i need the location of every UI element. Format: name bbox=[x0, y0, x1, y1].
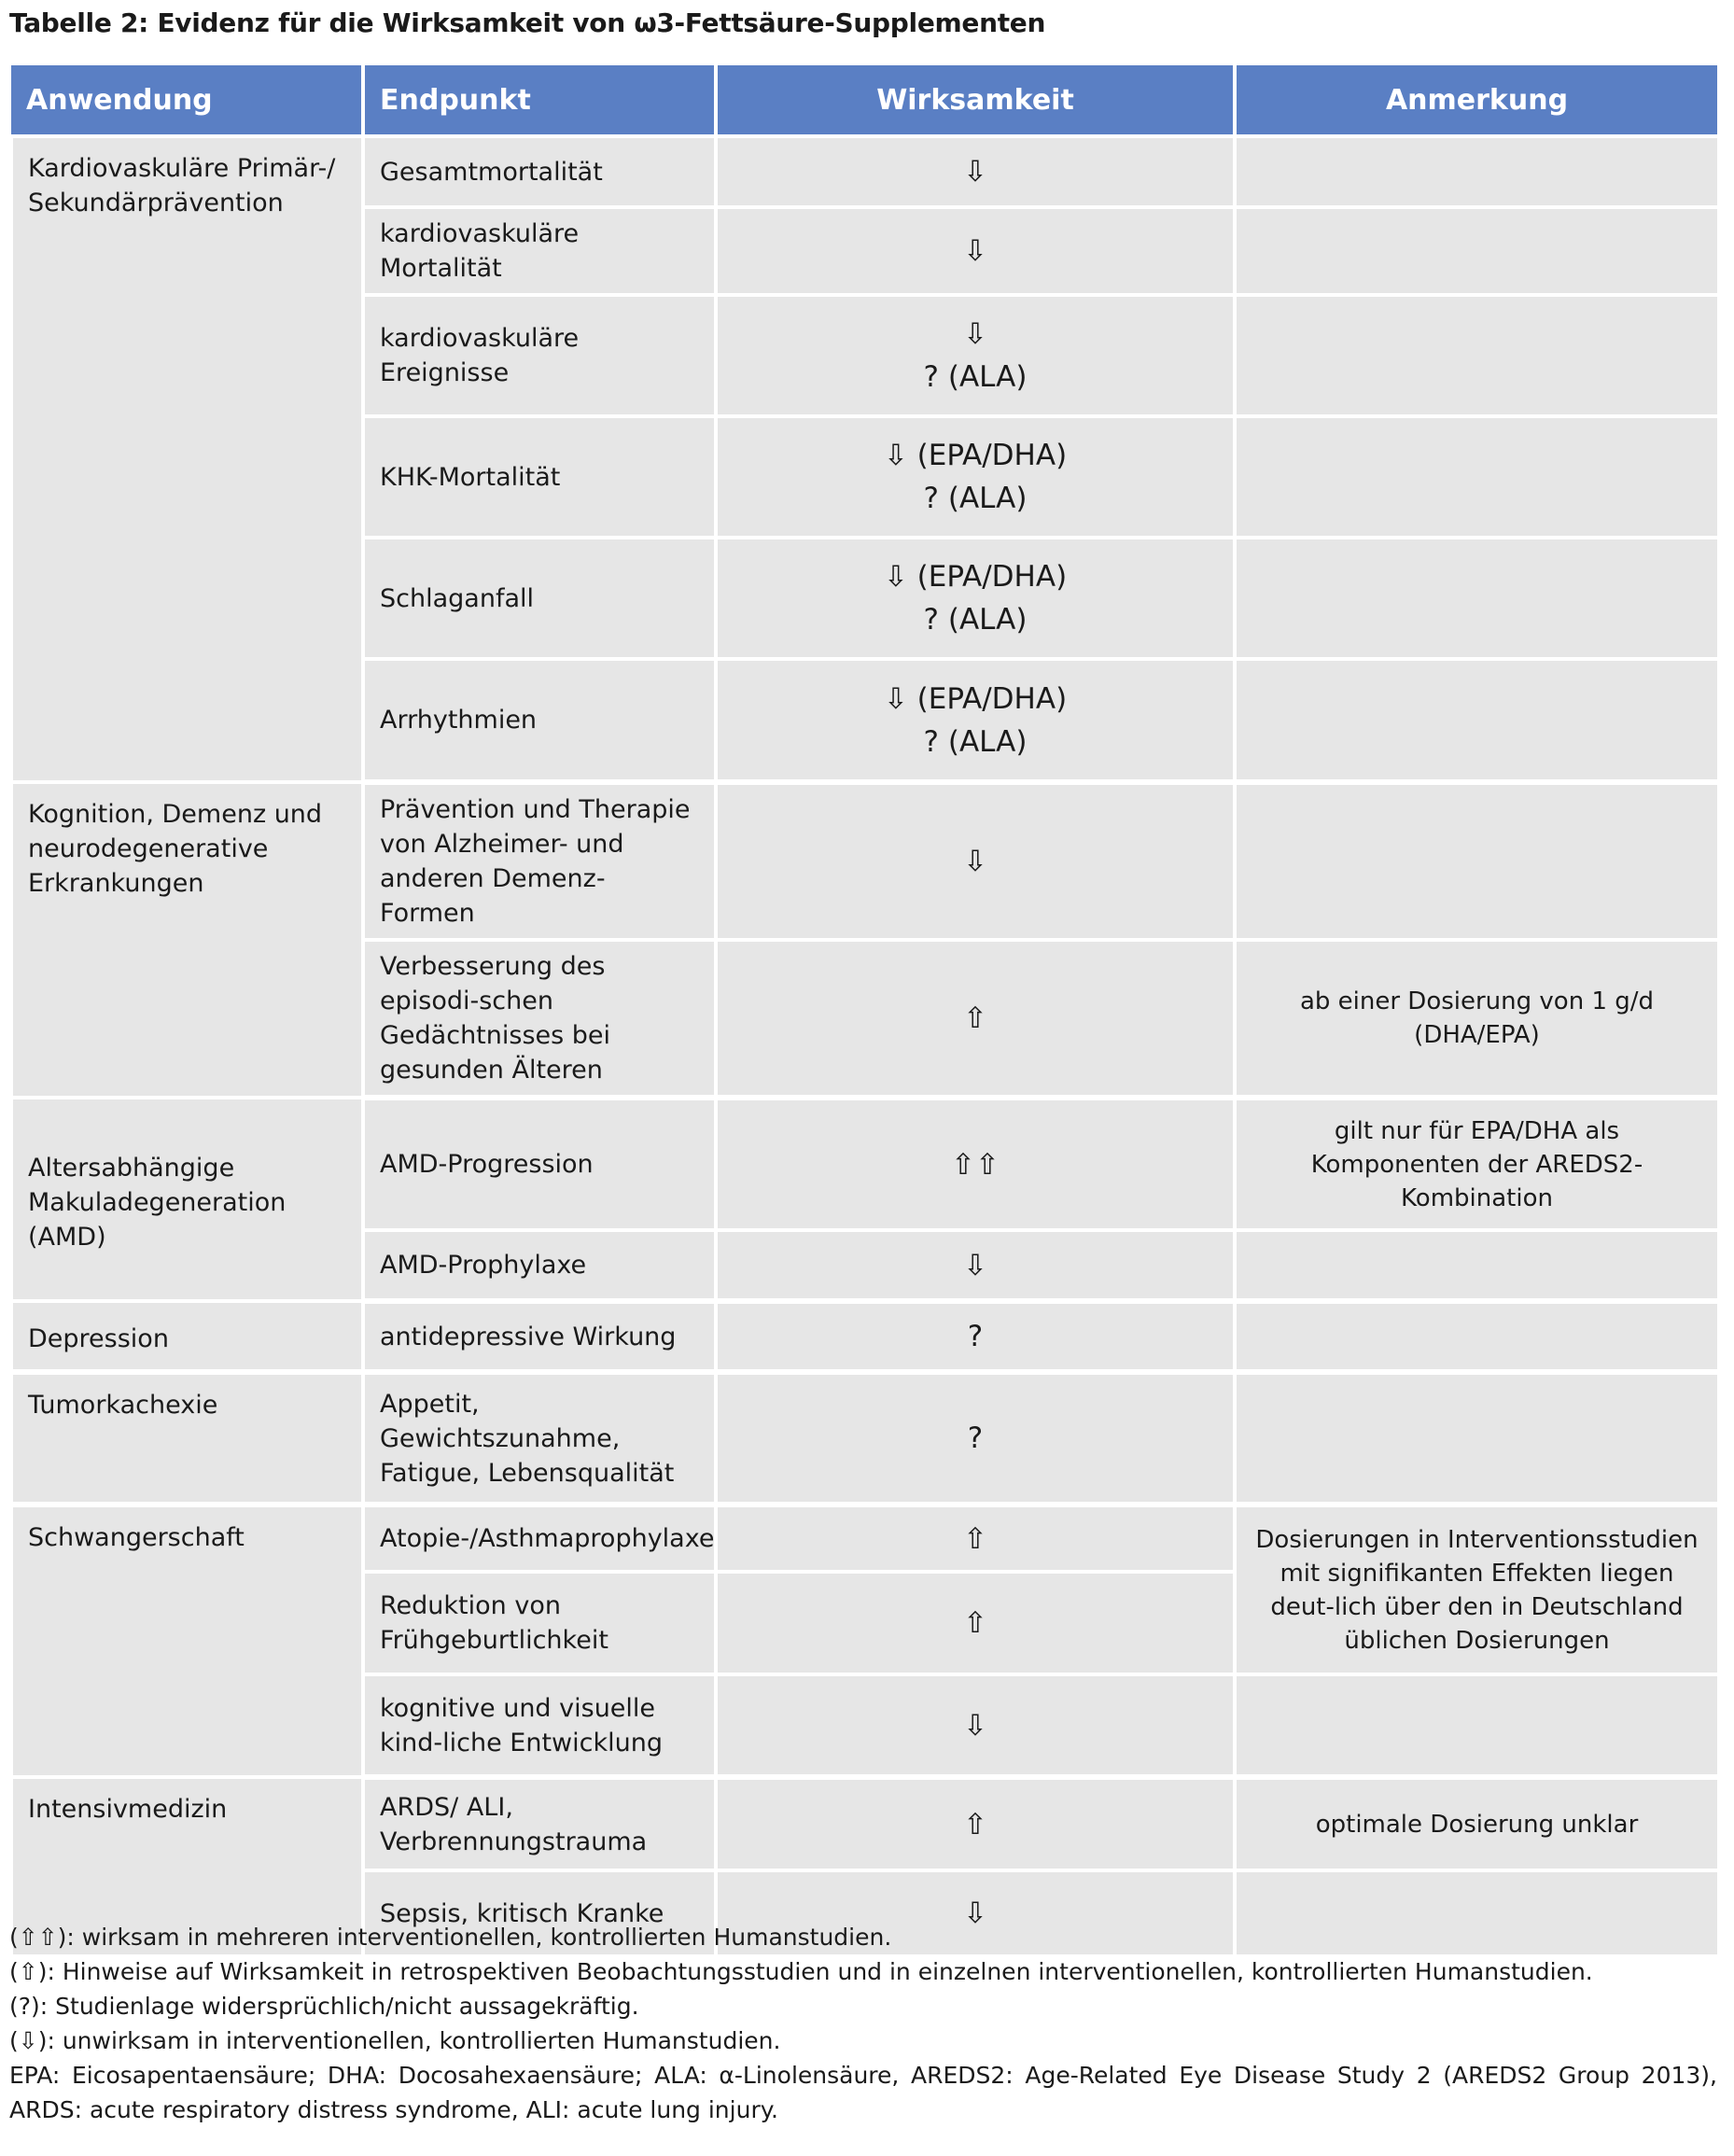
endpoint-cell: kognitive und visuelle kind-liche Entwicklung bbox=[363, 1674, 716, 1777]
note-cell: Dosierungen in Interventionsstudien mit signifikanten Effekten liegen deut-lich über den in Deutschland üblichen Dosierungen bbox=[1235, 1505, 1719, 1674]
note-cell: gilt nur für EPA/DHA als Komponenten der AREDS2-Kombination bbox=[1235, 1098, 1719, 1230]
effect-cell bbox=[716, 659, 1235, 782]
note-cell bbox=[1235, 1674, 1719, 1777]
legend-line: (?): Studienlage widersprüchlich/nicht aussagekräftig. bbox=[9, 1993, 639, 2020]
table-row bbox=[11, 1777, 1719, 1870]
effect-line: ? (ALA) bbox=[923, 482, 1028, 515]
effect-cell bbox=[716, 940, 1235, 1098]
table-row bbox=[11, 782, 1719, 940]
legend-line: (⇩): unwirksam in interventionellen, kontrollierten Humanstudien. bbox=[9, 2027, 781, 2054]
table-row bbox=[11, 1098, 1719, 1230]
endpoint-cell: KHK-Mortalität bbox=[363, 416, 716, 538]
application-cell: Kardiovaskuläre Primär-/ Sekundärprävention bbox=[11, 136, 363, 782]
note-cell bbox=[1235, 416, 1719, 538]
endpoint-cell: Arrhythmien bbox=[363, 659, 716, 782]
evidence-table bbox=[9, 65, 1721, 1958]
endpoint-cell: antidepressive Wirkung bbox=[363, 1301, 716, 1372]
header-anwendung: Anwendung bbox=[11, 65, 363, 136]
table-row bbox=[11, 136, 1719, 207]
effect-line: ⇩ bbox=[963, 234, 987, 268]
note-cell bbox=[1235, 207, 1719, 295]
effect-line: ⇧ bbox=[963, 1001, 987, 1035]
effect-line: ⇩ (EPA/DHA) bbox=[883, 560, 1068, 594]
effect-line: ⇩ bbox=[963, 317, 987, 351]
note-cell: ab einer Dosierung von 1 g/d (DHA/EPA) bbox=[1235, 940, 1719, 1098]
effect-cell bbox=[716, 1572, 1235, 1674]
effect-line: ⇩ bbox=[963, 1248, 987, 1282]
effect-cell bbox=[716, 1098, 1235, 1230]
legend-line: (⇧): Hinweise auf Wirksamkeit in retrospektiven Beobachtungsstudien und in einzelnen interventionellen, kontrollierten Humanstudien. bbox=[9, 1958, 1593, 1985]
effect-cell bbox=[716, 1674, 1235, 1777]
note-cell bbox=[1235, 1301, 1719, 1372]
application-cell: Kognition, Demenz und neurodegenerative Erkrankungen bbox=[11, 782, 363, 1098]
effect-line: ⇩ bbox=[963, 155, 987, 189]
effect-cell bbox=[716, 538, 1235, 659]
endpoint-cell: Schlaganfall bbox=[363, 538, 716, 659]
endpoint-cell: Prävention und Therapie von Alzheimer- und anderen Demenz-Formen bbox=[363, 782, 716, 940]
effect-cell bbox=[716, 1230, 1235, 1301]
effect-line: ⇩ (EPA/DHA) bbox=[883, 681, 1068, 716]
legend-line: (⇧⇧): wirksam in mehreren interventionellen, kontrollierten Humanstudien. bbox=[9, 1924, 892, 1951]
effect-cell bbox=[716, 295, 1235, 416]
header-anmerkung: Anmerkung bbox=[1235, 65, 1719, 136]
application-cell: Intensivmedizin bbox=[11, 1777, 363, 1956]
endpoint-cell: kardiovaskuläre Mortalität bbox=[363, 207, 716, 295]
endpoint-cell: Sepsis, kritisch Kranke bbox=[363, 1870, 716, 1956]
application-cell: Altersabhängige Makuladegeneration (AMD) bbox=[11, 1098, 363, 1301]
endpoint-cell: Appetit, Gewichtszunahme, Fatigue, Lebensqualität bbox=[363, 1372, 716, 1505]
effect-line: ⇩ bbox=[963, 1897, 987, 1930]
note-cell bbox=[1235, 136, 1719, 207]
table-row bbox=[11, 1301, 1719, 1372]
note-cell bbox=[1235, 782, 1719, 940]
effect-line: ⇧⇧ bbox=[951, 1147, 1000, 1182]
note-cell bbox=[1235, 1230, 1719, 1301]
effect-line: ⇧ bbox=[963, 1606, 987, 1640]
endpoint-cell: Reduktion von Frühgeburtlichkeit bbox=[363, 1572, 716, 1674]
endpoint-cell: kardiovaskuläre Ereignisse bbox=[363, 295, 716, 416]
table-row bbox=[11, 1505, 1719, 1572]
effect-cell bbox=[716, 782, 1235, 940]
effect-line: ? bbox=[967, 1320, 984, 1353]
effect-line: ⇩ bbox=[963, 845, 987, 878]
effect-cell bbox=[716, 207, 1235, 295]
table-row bbox=[11, 1372, 1719, 1505]
legend-line: EPA: Eicosapentaensäure; DHA: Docosahexaensäure; ALA: α-Linolensäure, AREDS2: Age-Related Eye Disease Study 2 (AREDS2 Group 2013), bbox=[9, 2062, 1717, 2089]
effect-line: ? (ALA) bbox=[923, 360, 1028, 394]
application-cell: Depression bbox=[11, 1301, 363, 1372]
endpoint-cell: Atopie-/Asthmaprophylaxe bbox=[363, 1505, 716, 1572]
effect-line: ? bbox=[967, 1421, 984, 1455]
effect-cell bbox=[716, 1505, 1235, 1572]
effect-line: ⇧ bbox=[963, 1807, 987, 1841]
table-legend bbox=[9, 1920, 1717, 2127]
application-cell: Tumorkachexie bbox=[11, 1372, 363, 1505]
effect-line: ? (ALA) bbox=[923, 724, 1028, 759]
note-cell bbox=[1235, 659, 1719, 782]
endpoint-cell: AMD-Prophylaxe bbox=[363, 1230, 716, 1301]
header-endpunkt: Endpunkt bbox=[363, 65, 716, 136]
effect-line: ? (ALA) bbox=[923, 603, 1028, 637]
effect-line: ⇩ bbox=[963, 1708, 987, 1743]
effect-cell bbox=[716, 136, 1235, 207]
application-cell: Schwangerschaft bbox=[11, 1505, 363, 1777]
effect-line: ⇩ (EPA/DHA) bbox=[883, 439, 1068, 472]
effect-cell bbox=[716, 1777, 1235, 1870]
note-cell bbox=[1235, 295, 1719, 416]
header-row bbox=[11, 65, 1719, 136]
note-cell bbox=[1235, 1372, 1719, 1505]
effect-line: ⇧ bbox=[963, 1521, 987, 1556]
endpoint-cell: AMD-Progression bbox=[363, 1098, 716, 1230]
note-cell bbox=[1235, 538, 1719, 659]
effect-cell bbox=[716, 1372, 1235, 1505]
table-title: Tabelle 2: Evidenz für die Wirksamkeit von ω3-Fettsäure-Supplementen bbox=[9, 7, 1046, 38]
header-wirksamkeit: Wirksamkeit bbox=[716, 65, 1235, 136]
legend-line: ARDS: acute respiratory distress syndrome, ALI: acute lung injury. bbox=[9, 2096, 778, 2123]
endpoint-cell: Verbesserung des episodi-schen Gedächtnisses bei gesunden Älteren bbox=[363, 940, 716, 1098]
effect-cell bbox=[716, 1301, 1235, 1372]
effect-cell bbox=[716, 416, 1235, 538]
note-cell: optimale Dosierung unklar bbox=[1235, 1777, 1719, 1870]
endpoint-cell: ARDS/ ALI, Verbrennungstrauma bbox=[363, 1777, 716, 1870]
endpoint-cell: Gesamtmortalität bbox=[363, 136, 716, 207]
